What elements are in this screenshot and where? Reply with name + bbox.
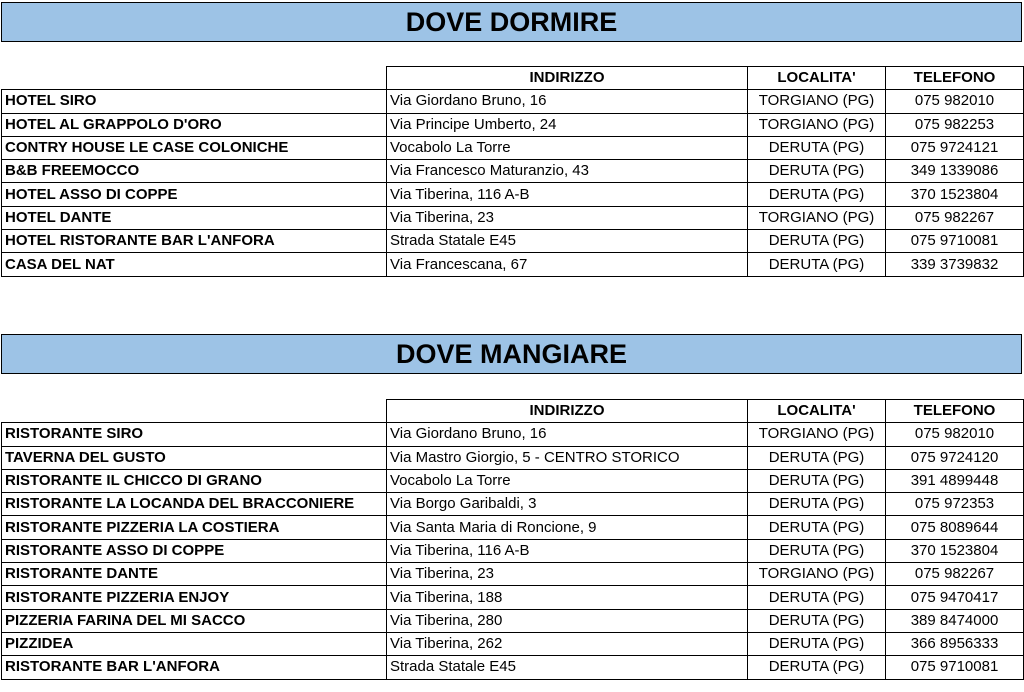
venue-name: HOTEL RISTORANTE BAR L'ANFORA xyxy=(2,230,387,253)
sleep-section-title: DOVE DORMIRE xyxy=(1,2,1022,42)
table-row xyxy=(2,160,1024,183)
venue-address: Via Tiberina, 23 xyxy=(387,206,748,229)
sleep-table xyxy=(1,66,1024,277)
venue-name: HOTEL DANTE xyxy=(2,206,387,229)
table-row xyxy=(2,516,1024,539)
venue-phone: 075 982253 xyxy=(886,113,1024,136)
table-row xyxy=(2,586,1024,609)
venue-address: Via Principe Umberto, 24 xyxy=(387,113,748,136)
header-blank-cell xyxy=(2,400,387,423)
table-header-row xyxy=(2,400,1024,423)
venue-locality: DERUTA (PG) xyxy=(748,632,886,655)
venue-locality: DERUTA (PG) xyxy=(748,160,886,183)
venue-name: HOTEL ASSO DI COPPE xyxy=(2,183,387,206)
header-indirizzo: INDIRIZZO xyxy=(387,400,748,423)
table-row xyxy=(2,539,1024,562)
eat-table xyxy=(1,399,1024,680)
venue-address: Via Francesco Maturanzio, 43 xyxy=(387,160,748,183)
venue-name: CONTRY HOUSE LE CASE COLONICHE xyxy=(2,136,387,159)
venue-locality: DERUTA (PG) xyxy=(748,183,886,206)
venue-phone: 075 982267 xyxy=(886,206,1024,229)
venue-name: HOTEL SIRO xyxy=(2,90,387,113)
table-row xyxy=(2,632,1024,655)
venue-phone: 075 982010 xyxy=(886,423,1024,446)
venue-locality: TORGIANO (PG) xyxy=(748,206,886,229)
header-telefono: TELEFONO xyxy=(886,67,1024,90)
venue-address: Via Tiberina, 262 xyxy=(387,632,748,655)
venue-phone: 389 8474000 xyxy=(886,609,1024,632)
venue-phone: 339 3739832 xyxy=(886,253,1024,276)
venue-locality: DERUTA (PG) xyxy=(748,586,886,609)
venue-name: CASA DEL NAT xyxy=(2,253,387,276)
table-row xyxy=(2,446,1024,469)
venue-name: RISTORANTE DANTE xyxy=(2,563,387,586)
venue-phone: 075 982010 xyxy=(886,90,1024,113)
venue-address: Via Tiberina, 116 A-B xyxy=(387,539,748,562)
venue-phone: 075 8089644 xyxy=(886,516,1024,539)
venue-address: Via Tiberina, 188 xyxy=(387,586,748,609)
venue-address: Via Francescana, 67 xyxy=(387,253,748,276)
venue-name: RISTORANTE BAR L'ANFORA xyxy=(2,656,387,679)
venue-address: Via Tiberina, 116 A-B xyxy=(387,183,748,206)
table-row xyxy=(2,90,1024,113)
venue-address: Via Mastro Giorgio, 5 - CENTRO STORICO xyxy=(387,446,748,469)
venue-locality: DERUTA (PG) xyxy=(748,656,886,679)
venue-locality: DERUTA (PG) xyxy=(748,230,886,253)
venue-address: Via Giordano Bruno, 16 xyxy=(387,423,748,446)
venue-phone: 391 4899448 xyxy=(886,469,1024,492)
venue-phone: 075 9710081 xyxy=(886,230,1024,253)
venue-locality: TORGIANO (PG) xyxy=(748,563,886,586)
venue-phone: 075 9710081 xyxy=(886,656,1024,679)
venue-phone: 075 9470417 xyxy=(886,586,1024,609)
venue-phone: 370 1523804 xyxy=(886,539,1024,562)
venue-name: TAVERNA DEL GUSTO xyxy=(2,446,387,469)
venue-name: PIZZIDEA xyxy=(2,632,387,655)
header-telefono: TELEFONO xyxy=(886,400,1024,423)
venue-name: RISTORANTE PIZZERIA ENJOY xyxy=(2,586,387,609)
venue-locality: DERUTA (PG) xyxy=(748,539,886,562)
table-row xyxy=(2,183,1024,206)
venue-name: RISTORANTE SIRO xyxy=(2,423,387,446)
venue-address: Via Santa Maria di Roncione, 9 xyxy=(387,516,748,539)
table-header-row xyxy=(2,67,1024,90)
venue-locality: DERUTA (PG) xyxy=(748,609,886,632)
venue-phone: 075 9724121 xyxy=(886,136,1024,159)
venue-name: B&B FREEMOCCO xyxy=(2,160,387,183)
venue-locality: DERUTA (PG) xyxy=(748,493,886,516)
venue-address: Via Tiberina, 280 xyxy=(387,609,748,632)
table-row xyxy=(2,609,1024,632)
venue-name: RISTORANTE LA LOCANDA DEL BRACCONIERE xyxy=(2,493,387,516)
header-blank-cell xyxy=(2,67,387,90)
venue-name: RISTORANTE PIZZERIA LA COSTIERA xyxy=(2,516,387,539)
venue-address: Strada Statale E45 xyxy=(387,656,748,679)
venue-locality: TORGIANO (PG) xyxy=(748,423,886,446)
venue-phone: 370 1523804 xyxy=(886,183,1024,206)
table-row xyxy=(2,206,1024,229)
table-row xyxy=(2,493,1024,516)
venue-phone: 075 9724120 xyxy=(886,446,1024,469)
venue-name: RISTORANTE IL CHICCO DI GRANO xyxy=(2,469,387,492)
header-indirizzo: INDIRIZZO xyxy=(387,67,748,90)
venue-name: RISTORANTE ASSO DI COPPE xyxy=(2,539,387,562)
venue-phone: 075 982267 xyxy=(886,563,1024,586)
table-row xyxy=(2,136,1024,159)
venue-address: Vocabolo La Torre xyxy=(387,469,748,492)
table-row xyxy=(2,469,1024,492)
eat-section-title: DOVE MANGIARE xyxy=(1,334,1022,374)
venue-address: Vocabolo La Torre xyxy=(387,136,748,159)
venue-locality: TORGIANO (PG) xyxy=(748,90,886,113)
venue-locality: DERUTA (PG) xyxy=(748,516,886,539)
venue-address: Strada Statale E45 xyxy=(387,230,748,253)
venue-address: Via Tiberina, 23 xyxy=(387,563,748,586)
venue-locality: DERUTA (PG) xyxy=(748,469,886,492)
venue-address: Via Borgo Garibaldi, 3 xyxy=(387,493,748,516)
venue-address: Via Giordano Bruno, 16 xyxy=(387,90,748,113)
venue-locality: DERUTA (PG) xyxy=(748,446,886,469)
table-row xyxy=(2,230,1024,253)
venue-locality: DERUTA (PG) xyxy=(748,253,886,276)
venue-phone: 366 8956333 xyxy=(886,632,1024,655)
header-localita: LOCALITA' xyxy=(748,400,886,423)
table-row xyxy=(2,563,1024,586)
table-row xyxy=(2,113,1024,136)
venue-name: PIZZERIA FARINA DEL MI SACCO xyxy=(2,609,387,632)
header-localita: LOCALITA' xyxy=(748,67,886,90)
venue-phone: 349 1339086 xyxy=(886,160,1024,183)
venue-locality: TORGIANO (PG) xyxy=(748,113,886,136)
venue-locality: DERUTA (PG) xyxy=(748,136,886,159)
venue-phone: 075 972353 xyxy=(886,493,1024,516)
venue-name: HOTEL AL GRAPPOLO D'ORO xyxy=(2,113,387,136)
table-row xyxy=(2,253,1024,276)
table-row xyxy=(2,423,1024,446)
table-row xyxy=(2,656,1024,679)
